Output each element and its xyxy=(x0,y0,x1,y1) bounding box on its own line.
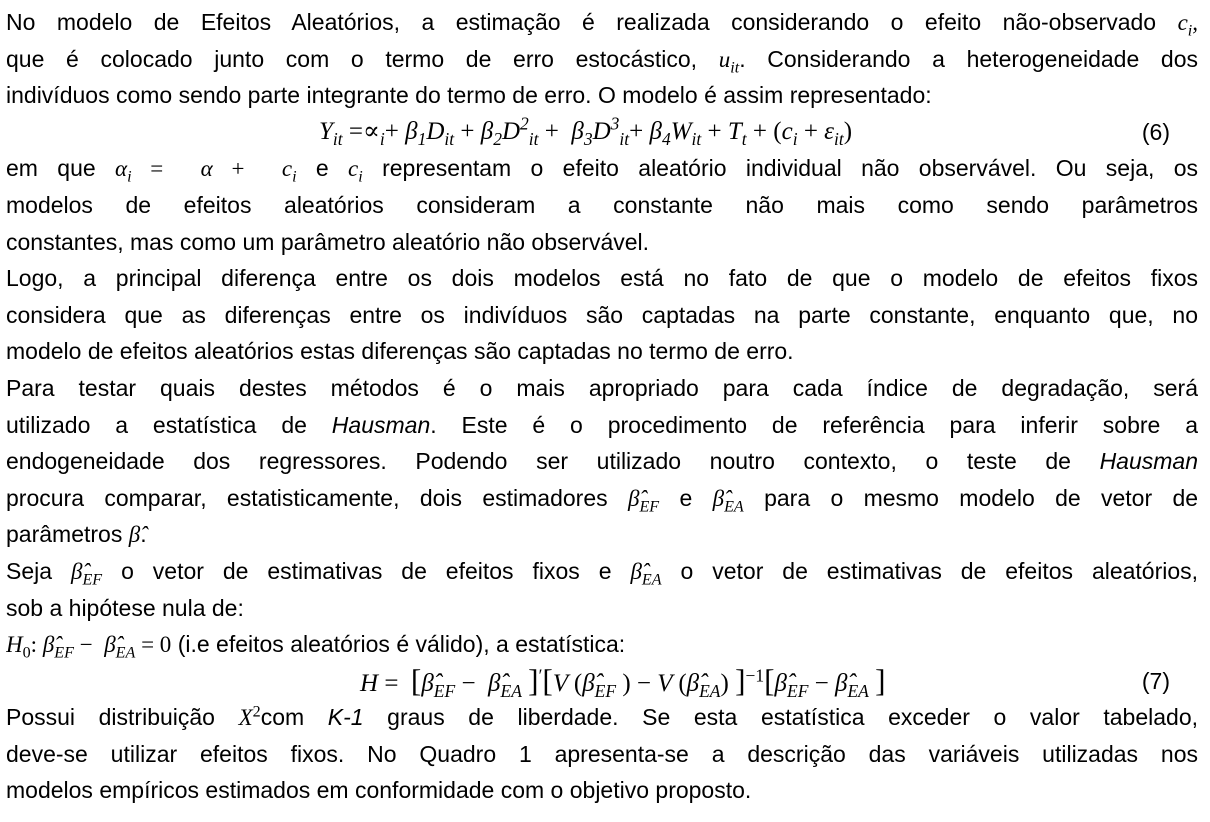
math-u-it: $u_{it}$ xyxy=(718,46,740,77)
text: e xyxy=(315,155,329,182)
text: constantes, mas como um parâmetro aleatório não observável. xyxy=(6,228,650,255)
text: considera que as diferenças entre os indivíduos são captadas na parte constante, enquanto que, no xyxy=(6,301,1198,328)
paragraph-3-line-3 xyxy=(6,333,1198,370)
math-beta-ef: $\betâ_{EF}$ xyxy=(70,558,103,589)
text: . Este é o procedimento de referência para inferir sobre a xyxy=(430,411,1198,438)
equation-6-body: $Y_{it} =\propto_i+ \beta_1D_{it} + \beta_2D^2_{it} + \beta_3D^3_{it}+ \beta_4W_{it} + T_t + (c_i + \varepsilon_{it})$ xyxy=(319,113,853,149)
math-beta-ef: $\betâ_{EF}$ xyxy=(627,485,660,516)
k-minus-one-italic: K-1 xyxy=(327,704,364,731)
paragraph-5-line-2 xyxy=(6,590,1198,627)
text: e xyxy=(679,484,693,511)
text: o vetor de estimativas de efeitos aleatórios, xyxy=(680,557,1198,584)
text: graus de liberdade. Se esta estatística exceder o valor tabelado, xyxy=(387,704,1198,731)
math-c-i: $c_i$, xyxy=(1177,10,1198,40)
math-null-hypothesis: $H_0$: $\betâ_{EF}$ − $\betâ_{EA} = 0$ xyxy=(6,632,172,662)
math-c-i: $c_i$ xyxy=(348,156,363,186)
paragraph-4-line-4 xyxy=(6,480,1198,517)
text: endogeneidade dos regressores. Podendo ser utilizado noutro contexto, o teste de xyxy=(6,448,1071,475)
hausman-italic: Hausman xyxy=(331,411,431,438)
paragraph-3-line-2 xyxy=(6,297,1198,334)
text: que é colocado junto com o termo de erro estocástico, xyxy=(6,45,698,72)
text: com xyxy=(260,704,305,731)
text: Seja xyxy=(6,557,53,584)
text: Para testar quais destes métodos é o mais apropriado para cada índice de degradação, será xyxy=(6,374,1198,401)
text: Possui distribuição xyxy=(6,704,215,731)
equation-6-number: (6) xyxy=(1141,118,1170,145)
paragraph-6-line-2 xyxy=(6,736,1198,773)
paragraph-5-line-1 xyxy=(6,553,1198,590)
text: indivíduos como sendo parte integrante do termo de erro. O modelo é assim representado: xyxy=(6,82,932,109)
text: representam o efeito aleatório individual não observável. Ou seja, os xyxy=(382,155,1198,182)
paragraph-2-line-2 xyxy=(6,187,1198,224)
text: (i.e efeitos aleatórios é válido), a estatística: xyxy=(177,631,626,658)
equation-7-body: $H = [\betâ_{EF}$ − $\betâ_{EA}$ ]′[V ($\betâ_{EF}$ ) − V $(\betâ_{EA})$ ]$^{-1}[\betâ_{EF}$ − $\betâ_{EA}$ ] xyxy=(360,662,886,700)
text: deve-se utilizar efeitos fixos. No Quadro 1 apresenta-se a descrição das variáveis utilizadas nos xyxy=(6,740,1198,767)
text: No modelo de Efeitos Aleatórios, a estimação é realizada considerando o efeito não-observado xyxy=(6,9,1157,35)
text: Logo, a principal diferença entre os dois modelos está no fato de que o modelo de efeitos fixos xyxy=(6,265,1198,292)
paragraph-4-line-3 xyxy=(6,443,1198,480)
text: parâmetros xyxy=(6,521,123,548)
equation-7-number: (7) xyxy=(1141,667,1170,694)
text: sob a hipótese nula de: xyxy=(6,594,244,621)
text: procura comparar, estatisticamente, dois estimadores xyxy=(6,484,608,511)
paragraph-3-line-1 xyxy=(6,260,1198,297)
paragraph-4-line-2 xyxy=(6,407,1198,444)
paragraph-6-line-1 xyxy=(6,699,1198,736)
paragraph-2-line-3 xyxy=(6,224,1198,261)
paragraph-4-line-5: parâmetros β̂. xyxy=(6,521,147,548)
text: para o mesmo modelo de vetor de xyxy=(764,484,1198,511)
math-chi-square: $X^2$ xyxy=(238,703,261,731)
math-beta-ea: $\betâ_{EA}$ xyxy=(712,485,744,516)
equation-7 xyxy=(6,663,1198,700)
paragraph-1-line-3 xyxy=(6,77,1198,114)
math-beta-ea: $\betâ_{EA}$ xyxy=(630,558,662,589)
paragraph-1-line-2 xyxy=(6,41,1198,78)
text: em que xyxy=(6,155,96,182)
text: modelos empíricos estimados em conformidade com o objetivo proposto. xyxy=(6,777,752,804)
paragraph-2-line-1 xyxy=(6,150,1198,187)
text: modelo de efeitos aleatórios estas diferenças são captadas no termo de erro. xyxy=(6,338,794,365)
paragraph-5-line-3 xyxy=(6,626,1198,663)
paragraph-4-line-1 xyxy=(6,370,1198,407)
text: utilizado a estatística de xyxy=(6,411,307,438)
paragraph-6-line-3 xyxy=(6,772,1198,809)
math-alpha-i: $\alpha_i = \alpha + c_i$ xyxy=(115,156,297,186)
text: . Considerando a heterogeneidade dos xyxy=(739,45,1198,72)
equation-6 xyxy=(6,114,1198,151)
paragraph-1-line-1 xyxy=(6,4,1198,41)
math-beta-hat: β̂ xyxy=(128,522,141,548)
hausman-italic: Hausman xyxy=(1099,448,1198,475)
text: modelos de efeitos aleatórios consideram a constante não mais como sendo parâmetros xyxy=(6,191,1198,218)
text: o vetor de estimativas de efeitos fixos e xyxy=(121,557,612,584)
